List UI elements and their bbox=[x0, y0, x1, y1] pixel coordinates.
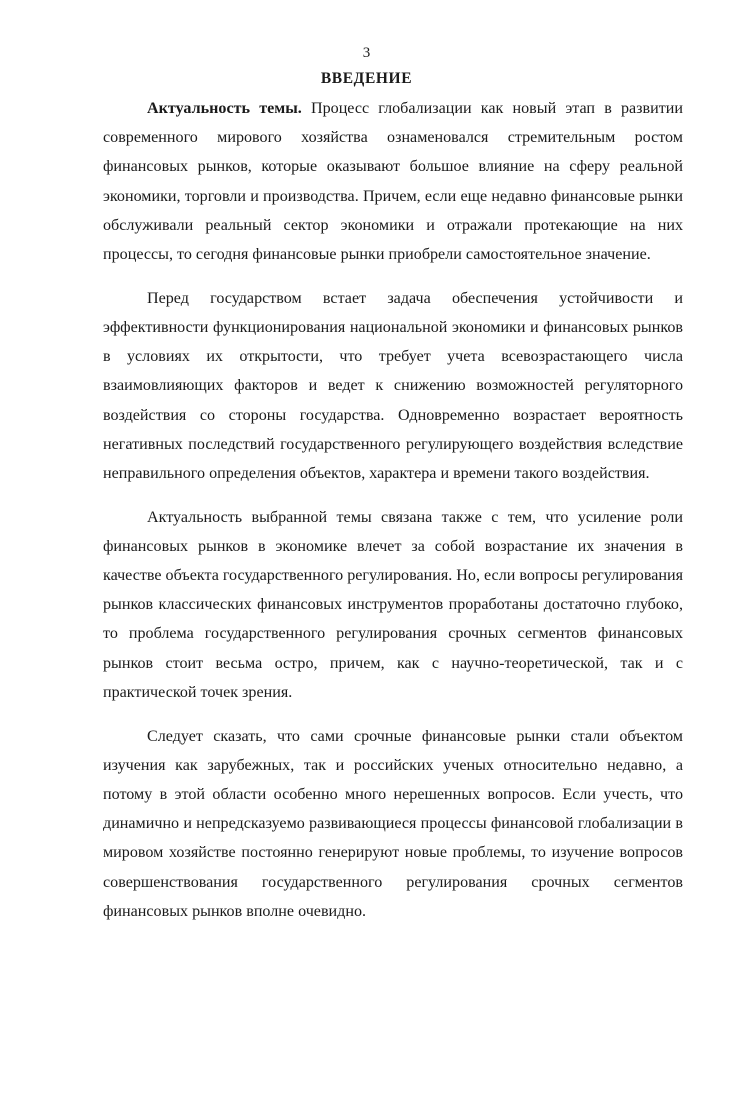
body-text bbox=[103, 94, 683, 940]
paragraph-state-task: Перед государством встает задача обеспечения устойчивости и эффективности функционирования национальной экономики и финансовых рынков в условиях их открытости, что требует учета всевозрастающего числа взаимовлияющих факторов и ведет к снижению возможностей регуляторного воздействия со стороны государства. Одновременно возрастает вероятность негативных последствий государственного регулирующего воздействия вследствие неправильного определения объектов, характера и времени такого воздействия. bbox=[103, 289, 683, 482]
page-number: 3 bbox=[362, 45, 371, 61]
paragraph-topic-relevance: Актуальность выбранной темы связана также с тем, что усиление роли финансовых рынков в экономике влечет за собой возрастание их значения в качестве объекта государственного регулирования. Но, если вопросы регулирования рынков классических финансовых инструментов проработаны достаточно глубоко, то проблема государственного регулирования срочных сегментов финансовых рынков стоит весьма остро, причем, как с научно-теоретической, так и с практической точек зрения. bbox=[103, 508, 684, 701]
paragraph-lead: Актуальность темы. bbox=[147, 100, 302, 117]
section-heading: ВВЕДЕНИЕ bbox=[320, 70, 413, 87]
paragraph-relevance bbox=[103, 94, 683, 269]
paragraph-text: Процесс глобализации как новый этап в развитии современного мирового хозяйства ознаменовался стремительным ростом финансовых рынков, которые оказывают большое влияние на сферу реальной экономики, торговли и производства. Причем, если еще недавно финансовые рынки обслуживали реальный сектор экономики и отражали протекающие на них процессы, то сегодня финансовые рынки приобрели самостоятельное значение. bbox=[103, 100, 683, 264]
paragraph-derivatives-markets: Следует сказать, что сами срочные финансовые рынки стали объектом изучения как зарубежных, так и российских ученых относительно недавно, а потому в этой области особенно много нерешенных вопросов. Если учесть, что динамично и непредсказуемо развивающиеся процессы финансовой глобализации в мировом хозяйстве постоянно генерируют новые проблемы, то изучение вопросов совершенствования государственного регулирования срочных сегментов финансовых рынков вполне очевидно. bbox=[103, 727, 683, 920]
